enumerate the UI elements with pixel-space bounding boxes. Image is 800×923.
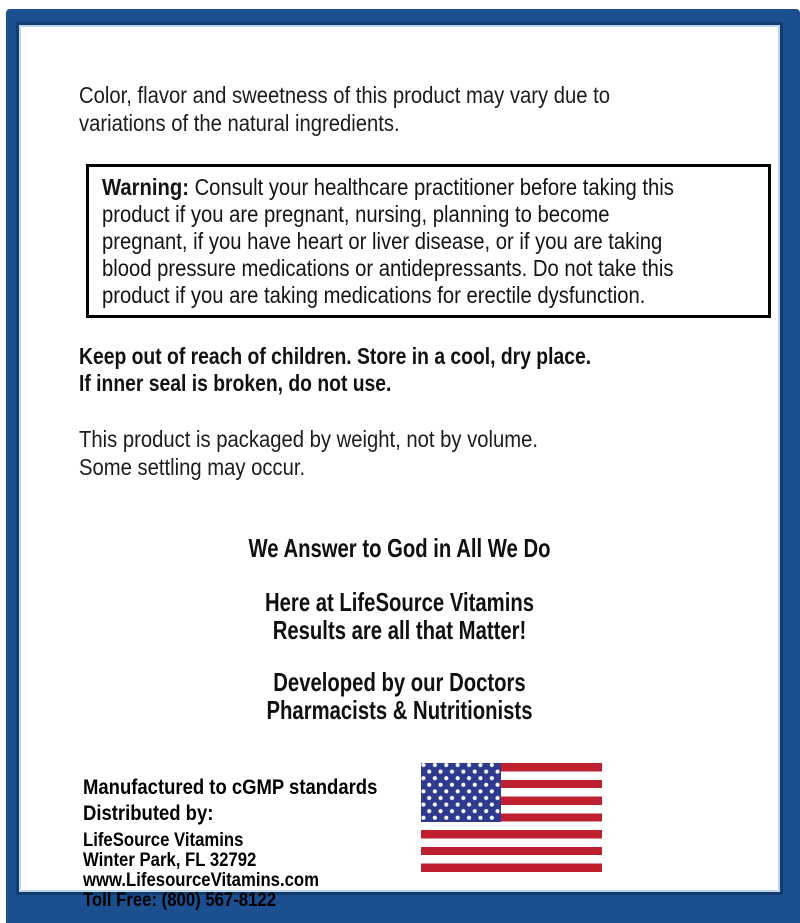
company-motto (121, 534, 677, 562)
warning-label: Warning: (102, 174, 189, 200)
manufacturer-line: LifeSource Vitamins (83, 830, 244, 851)
label-content-area (21, 27, 778, 911)
warning-paragraph (102, 174, 681, 309)
keep-out-of-reach-notice (79, 343, 591, 397)
tagline-line: Here at LifeSource Vitamins (264, 587, 535, 617)
packaging-line: This product is packaged by weight, not by volume. (79, 426, 539, 452)
manufacturer-line: Distributed by: (83, 802, 214, 825)
warning-line-rest: Consult your healthcare practitioner before taking this (188, 174, 674, 200)
warning-line (102, 174, 681, 201)
keep-out-line: If inner seal is broken, do not use. (79, 370, 392, 396)
developed-line: Developed by our Doctors (273, 667, 526, 697)
keep-out-line: Keep out of reach of children. Store in a cool, dry place. (79, 343, 592, 369)
intro-line: variations of the natural ingredients. (79, 110, 400, 136)
warning-line: product if you are taking medications for erectile dysfunction. (102, 282, 646, 308)
warning-box (86, 164, 771, 318)
intro-line: Color, flavor and sweetness of this product may vary due to (79, 82, 611, 108)
manufacturer-info (83, 775, 377, 911)
manufacturer-website: www.LifesourceVitamins.com (83, 870, 320, 891)
us-flag-stars-canton (421, 763, 501, 822)
packaging-notice (79, 425, 538, 481)
warning-line: pregnant, if you have heart or liver disease, or if you are taking (102, 228, 663, 254)
company-tagline (121, 588, 677, 644)
manufacturer-line: Manufactured to cGMP standards (83, 776, 378, 799)
warning-line: product if you are pregnant, nursing, planning to become (102, 201, 610, 227)
motto-line: We Answer to God in All We Do (248, 533, 551, 563)
manufacturer-line: Winter Park, FL 32792 (83, 850, 257, 871)
manufacturer-phone: Toll Free: (800) 567-8122 (83, 890, 276, 911)
label-blue-border-frame (6, 9, 800, 923)
us-flag-image (421, 763, 602, 872)
intro-paragraph (79, 81, 610, 137)
packaging-line: Some settling may occur. (79, 454, 306, 480)
warning-line: blood pressure medications or antidepressants. Do not take this (102, 255, 674, 281)
tagline-line: Results are all that Matter! (272, 615, 527, 645)
developed-by-statement (121, 668, 677, 724)
developed-line: Pharmacists & Nutritionists (266, 695, 533, 725)
